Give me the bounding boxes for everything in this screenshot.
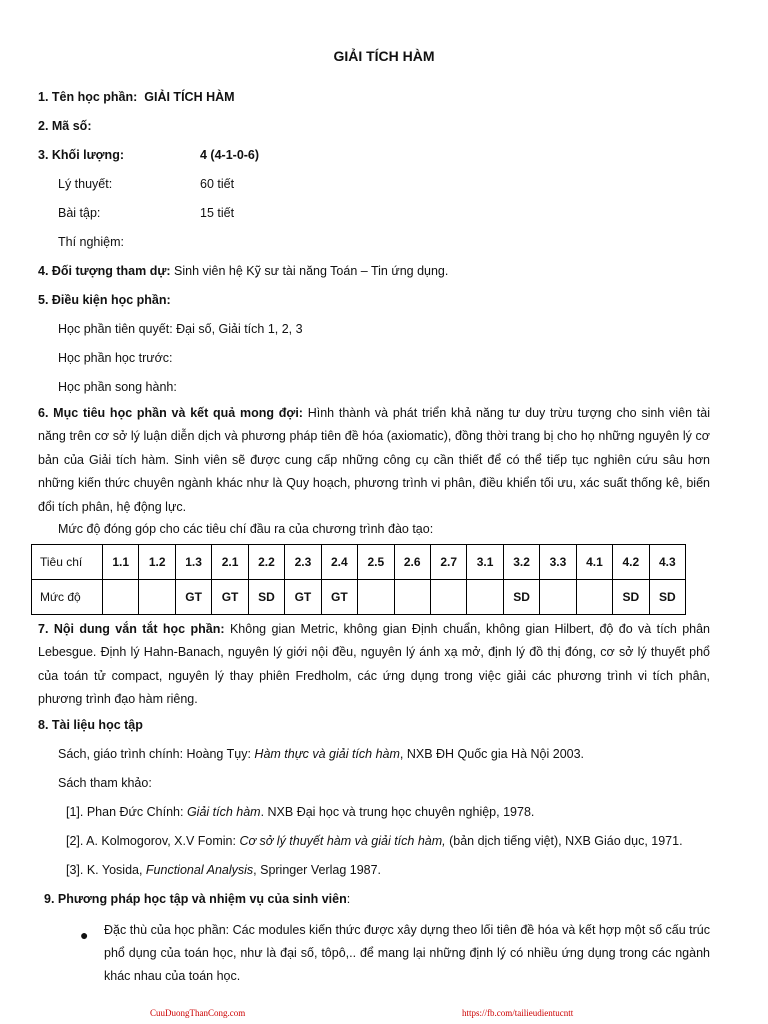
reference-item [66, 804, 534, 820]
level-cell: SD [248, 580, 284, 615]
level-cell [467, 580, 503, 615]
section-9-label: 9. Phương pháp học tập và nhiệm vụ của sinh viên [44, 892, 347, 906]
reference-label: Sách tham khảo: [58, 776, 152, 790]
criteria-col: 1.1 [103, 545, 139, 580]
reference-item [66, 862, 381, 878]
workload-theory-label: Lý thuyết: [58, 177, 113, 191]
criteria-col: 3.1 [467, 545, 503, 580]
prerequisite-item: Học phần tiên quyết: Đại số, Giải tích 1, 2, 3 [58, 322, 303, 336]
section-8-label: 8. Tài liệu học tập [38, 718, 143, 732]
level-cell: SD [649, 580, 685, 615]
reference-prefix: [1]. Phan Đức Chính: [66, 805, 187, 819]
criteria-col: 2.6 [394, 545, 430, 580]
level-cell [576, 580, 612, 615]
footer-left-watermark: CuuDuongThanCong.com [150, 1008, 246, 1018]
parallel-course-item: Học phần song hành: [58, 380, 177, 394]
criteria-col: 1.3 [175, 545, 211, 580]
reference-title: Giải tích hàm [186, 805, 261, 819]
section-1-course-name [38, 89, 235, 105]
contribution-note: Mức độ đóng góp cho các tiêu chí đầu ra của chương trình đào tạo: [58, 522, 434, 536]
section-9-heading [44, 891, 350, 907]
prior-course-item: Học phần học trước: [58, 351, 173, 365]
criteria-col: 2.3 [285, 545, 321, 580]
level-cell: SD [613, 580, 649, 615]
criteria-col: 2.1 [212, 545, 248, 580]
main-textbook [58, 746, 584, 762]
section-6-label: 6. Mục tiêu học phần và kết quả mong đợi: [38, 406, 303, 420]
criteria-col: 2.7 [430, 545, 466, 580]
level-cell [139, 580, 175, 615]
section-1-label: 1. Tên học phần: [38, 90, 138, 104]
reference-item [66, 833, 683, 849]
criteria-col: 1.2 [139, 545, 175, 580]
criteria-table [31, 544, 686, 615]
level-cell [540, 580, 576, 615]
section-4-audience [38, 263, 448, 279]
main-textbook-suffix: , NXB ĐH Quốc gia Hà Nội 2003. [399, 747, 585, 761]
criteria-col: 3.2 [503, 545, 539, 580]
level-cell [430, 580, 466, 615]
section-4-text: Sinh viên hệ Kỹ sư tài năng Toán – Tin ứng dụng. [174, 264, 449, 278]
document-title: GIẢI TÍCH HÀM [333, 48, 435, 64]
section-3-label: 3. Khối lượng: [38, 148, 124, 162]
level-cell: GT [175, 580, 211, 615]
section-9-bullet: Đặc thù của học phần: Các modules kiến thức được xây dựng theo lối tiên đề hóa và kết hợp một số cấu trúc phổ dụng của toán học, như là đại số, tôpô,.. để mang lại những định lý có nhiều ứng dụng trong các ngành khác nhau của toán học. [104, 923, 710, 983]
criteria-row-header: Tiêu chí [32, 545, 103, 580]
section-1-value: GIẢI TÍCH HÀM [144, 90, 235, 104]
reference-title: Functional Analysis [145, 863, 254, 877]
reference-title: Cơ sở lý thuyết hàm và giải tích hàm, [239, 834, 446, 848]
workload-exercise-label: Bài tập: [58, 206, 101, 220]
level-cell [358, 580, 394, 615]
reference-suffix: , Springer Verlag 1987. [253, 863, 382, 877]
reference-prefix: [3]. K. Yosida, [66, 863, 146, 877]
reference-suffix: (bản dịch tiếng việt), NXB Giáo dục, 1971. [445, 834, 683, 848]
criteria-level-row [32, 580, 686, 615]
workload-lab-label: Thí nghiệm: [58, 235, 125, 249]
section-4-label: 4. Đối tượng tham dự: [38, 264, 171, 278]
workload-exercise-value: 15 tiết [200, 206, 235, 220]
criteria-col: 2.2 [248, 545, 284, 580]
criteria-col: 3.3 [540, 545, 576, 580]
main-textbook-prefix: Sách, giáo trình chính: Hoàng Tụy: [58, 747, 255, 761]
section-2-code: 2. Mã số: [38, 119, 92, 133]
section-9-colon: : [346, 892, 351, 906]
section-7-label: 7. Nội dung vắn tắt học phần: [38, 622, 225, 636]
section-7-content [38, 618, 710, 712]
bullet-dot-icon: ● [80, 927, 89, 943]
criteria-col: 2.5 [358, 545, 394, 580]
level-cell: SD [503, 580, 539, 615]
level-cell [103, 580, 139, 615]
criteria-col: 4.3 [649, 545, 685, 580]
main-textbook-title: Hàm thực và giải tích hàm [254, 747, 400, 761]
section-7-text: Không gian Metric, không gian Định chuẩn, không gian Hilbert, độ đo và tích phân Lebesgue. Định lý Hahn-Banach, nguyên lý giới nội đều, nguyên lý ánh xạ mở, định lý đồ thị đóng, cơ sở lý thuyết phổ của toán tử compact, nguyên lý thay phiên Fredholm, các ứng dụng trong việc giải các phương trình vi tích phân, phương trình đạo hàm riêng. [38, 622, 711, 707]
reference-prefix: [2]. A. Kolmogorov, X.V Fomin: [66, 834, 240, 848]
criteria-col: 4.1 [576, 545, 612, 580]
level-cell: GT [285, 580, 321, 615]
footer-right-watermark: https://fb.com/tailieudientucntt [462, 1008, 574, 1018]
workload-theory-value: 60 tiết [200, 177, 235, 191]
criteria-header-row [32, 545, 686, 580]
criteria-col: 4.2 [613, 545, 649, 580]
section-3-value: 4 (4-1-0-6) [200, 148, 260, 162]
level-cell [394, 580, 430, 615]
level-cell: GT [321, 580, 357, 615]
level-cell: GT [212, 580, 248, 615]
criteria-col: 2.4 [321, 545, 357, 580]
section-6-objectives [38, 402, 710, 519]
reference-suffix: . NXB Đại học và trung học chuyên nghiệp, 1978. [260, 805, 535, 819]
section-6-text: Hình thành và phát triển khả năng tư duy trừu tượng cho sinh viên tài năng trên cơ sở lý luận diễn dịch và phương pháp tiên đề hóa (axiomatic), đồng thời trang bị cho họ những nguyên lý cơ bản của Giải tích hàm. Sinh viên sẽ được cung cấp những công cụ cần thiết để có thể tiếp tục nghiên cứu sâu hơn những kiến thức chuyên ngành khác như là Quy hoạch, phương trình vi phân, điều khiển tối ưu, xác suất thống kê, biến đổi tích phân, hệ động lực. [38, 406, 710, 514]
level-row-header: Mức độ [32, 580, 103, 615]
section-5-label: 5. Điều kiện học phần: [38, 293, 171, 307]
